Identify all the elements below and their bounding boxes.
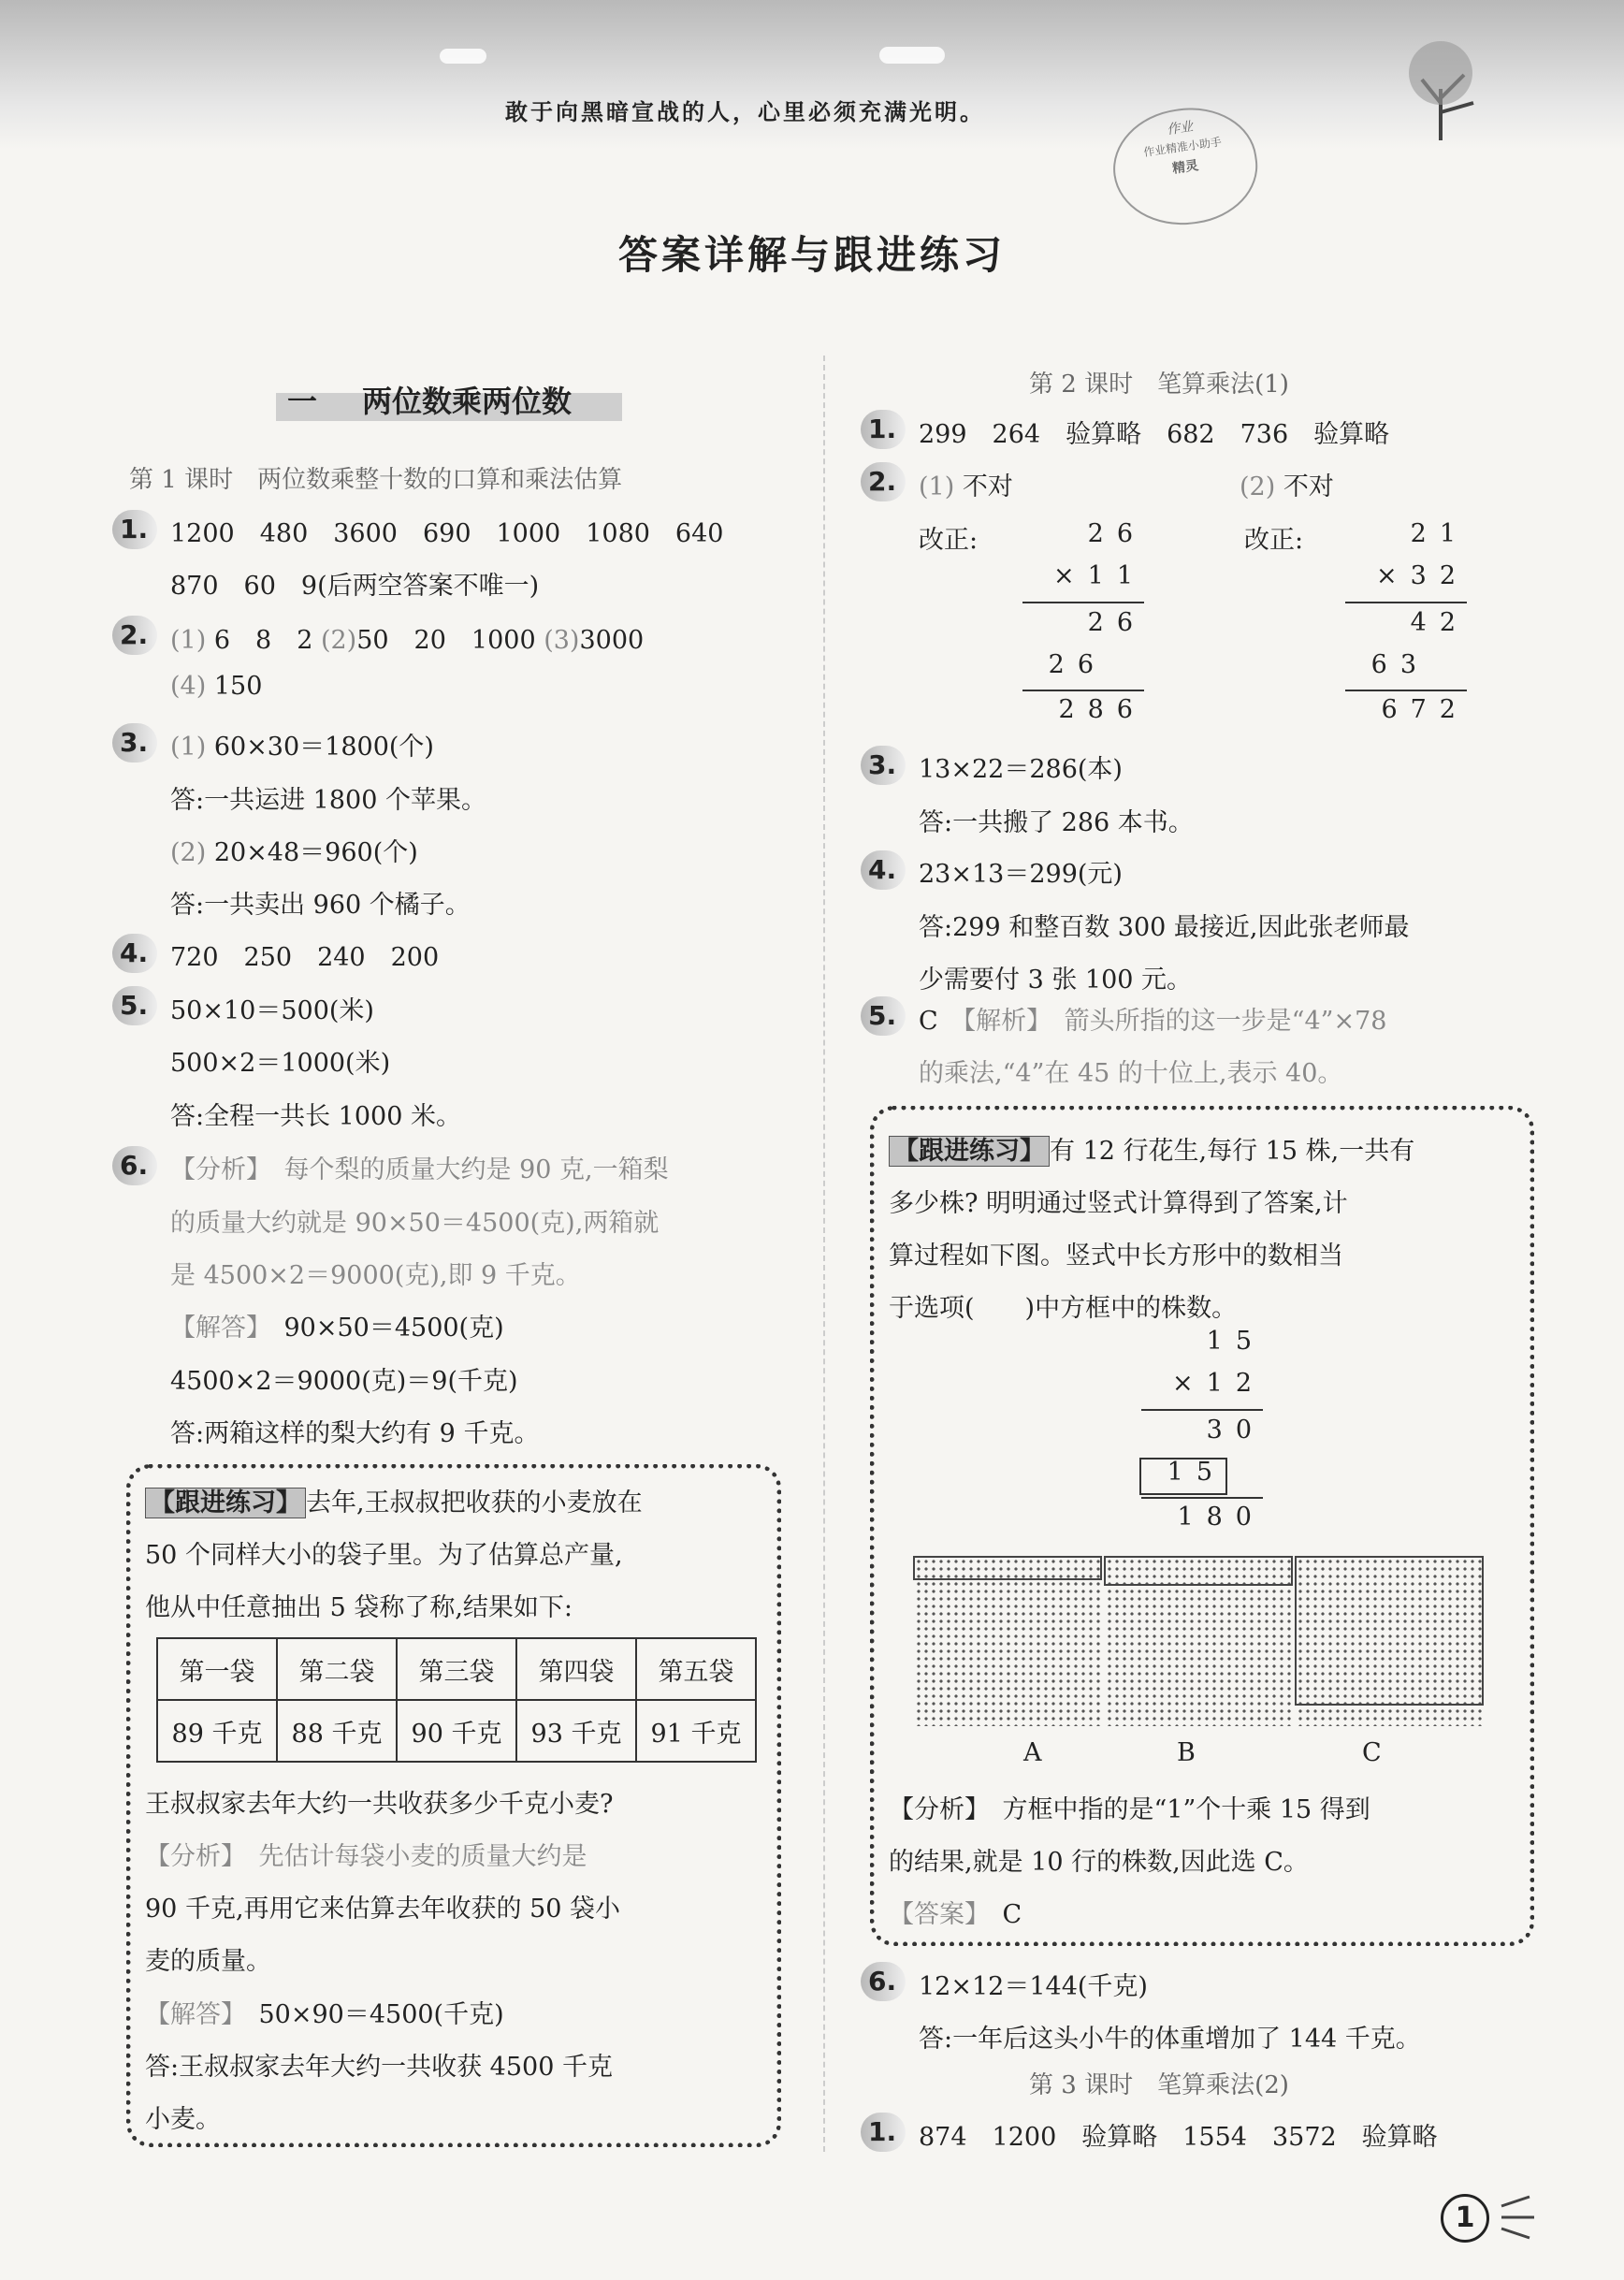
answer-line bbox=[170, 1307, 504, 1343]
analysis-line: 的乘法,“4”在 45 的十位上,表示 40。 bbox=[919, 1059, 1343, 1088]
follow-up-question: 王叔叔家去年大约一共收获多少千克小麦? bbox=[145, 1790, 614, 1819]
calc-row: 672 bbox=[1381, 695, 1469, 724]
calc-row: 30 bbox=[1206, 1416, 1265, 1445]
option-b-frame bbox=[1104, 1556, 1293, 1586]
table-header-cell: 第二袋 bbox=[277, 1638, 397, 1700]
page-number: 1 bbox=[1441, 2194, 1489, 2243]
question-number: 1. bbox=[112, 510, 157, 549]
sub-label: 【答案】 bbox=[889, 1900, 978, 1929]
calc-row: 26 bbox=[1087, 608, 1146, 637]
sub-label: (1) bbox=[170, 733, 207, 762]
follow-up-line: 多少株? 明明通过竖式计算得到了答案,计 bbox=[889, 1189, 1348, 1218]
answer-line: 答:王叔叔家去年大约一共收获 4500 千克 bbox=[145, 2053, 613, 2082]
question-number: 2. bbox=[112, 616, 157, 655]
sub-label: (1) bbox=[919, 472, 955, 501]
sub-answer: C bbox=[977, 1900, 1022, 1929]
answer-line: 12×12＝144(千克) bbox=[919, 1972, 1148, 2001]
analysis-line: 是 4500×2＝9000(克),即 9 千克。 bbox=[170, 1261, 581, 1290]
fix-label: 改正: bbox=[919, 526, 979, 555]
follow-up-line: 于选项( )中方框中的株数。 bbox=[889, 1294, 1238, 1323]
follow-up-line: 他从中任意抽出 5 袋称了称,结果如下: bbox=[145, 1593, 573, 1622]
table-header-row bbox=[157, 1638, 756, 1700]
dot-grid-a bbox=[915, 1558, 1100, 1726]
sub-label: 【解答】 bbox=[170, 1314, 259, 1343]
sub-label: (2) bbox=[320, 626, 357, 655]
calc-line bbox=[1022, 690, 1144, 691]
calc-row: 15 bbox=[1206, 1327, 1265, 1356]
table-cell: 91 千克 bbox=[636, 1700, 756, 1762]
answer-line bbox=[919, 1000, 1386, 1037]
question-number: 5. bbox=[861, 996, 906, 1036]
calc-row: 180 bbox=[1177, 1503, 1265, 1532]
page-title: 答案详解与跟进练习 bbox=[617, 232, 1006, 278]
stamp-line: 作业 bbox=[1166, 119, 1195, 138]
question-number: 6. bbox=[112, 1146, 157, 1185]
calc-row: ×11 bbox=[1053, 561, 1146, 590]
follow-up-text: 去年,王叔叔把收获的小麦放在 bbox=[306, 1489, 643, 1518]
sub-label: (2) bbox=[1240, 472, 1276, 501]
table-header-cell: 第五袋 bbox=[636, 1638, 756, 1700]
calc-row: 63 bbox=[1370, 650, 1429, 679]
column-divider bbox=[823, 356, 825, 2152]
follow-up-text: 有 12 行花生,每行 15 株,一共有 bbox=[1050, 1137, 1415, 1166]
table-header-cell: 第三袋 bbox=[397, 1638, 516, 1700]
sub-label: (4) bbox=[170, 672, 207, 701]
option-label: B bbox=[1177, 1738, 1196, 1767]
follow-up-tag: 【跟进练习】 bbox=[889, 1136, 1050, 1167]
follow-up-tag: 【跟进练习】 bbox=[145, 1488, 306, 1518]
option-label: C bbox=[1362, 1738, 1382, 1767]
analysis-line: 的结果,就是 10 行的株数,因此选 C。 bbox=[889, 1848, 1309, 1877]
answer-line: 299 264 验算略 682 736 验算略 bbox=[919, 420, 1390, 449]
calc-line bbox=[1345, 690, 1467, 691]
question-number: 5. bbox=[112, 986, 157, 1025]
answer-line bbox=[170, 726, 434, 762]
lesson-3-title: 第 3 课时 笔算乘法(2) bbox=[1029, 2071, 1289, 2099]
sub-answer: 20×48＝960(个) bbox=[206, 838, 418, 867]
sub-answer: 60×30＝1800(个) bbox=[206, 733, 434, 762]
analysis-line: 麦的质量。 bbox=[145, 1947, 271, 1976]
table-row bbox=[157, 1700, 756, 1762]
answer-line: 1200 480 3600 690 1000 1080 640 bbox=[170, 519, 724, 548]
unit-name: 两位数乘两位数 bbox=[362, 384, 573, 419]
question-number: 6. bbox=[861, 1962, 906, 2001]
sub-answer: 50 20 1000 bbox=[356, 626, 544, 655]
tree-icon bbox=[1385, 37, 1497, 140]
table-cell: 90 千克 bbox=[397, 1700, 516, 1762]
answer-line bbox=[170, 832, 418, 868]
question-number: 3. bbox=[112, 723, 157, 762]
sub-answer: 不对 bbox=[954, 472, 1013, 501]
option-c-frame bbox=[1295, 1556, 1484, 1706]
calc-line bbox=[1022, 602, 1144, 603]
sub-answer: C bbox=[919, 1007, 938, 1036]
answer-line: 720 250 240 200 bbox=[170, 943, 440, 972]
sub-answer: 150 bbox=[206, 672, 263, 701]
table-cell: 88 千克 bbox=[277, 1700, 397, 1762]
calc-row: 15 bbox=[1167, 1458, 1225, 1487]
answer-line bbox=[170, 672, 262, 701]
answer-line: 答:一年后这头小牛的体重增加了 144 千克。 bbox=[919, 2025, 1421, 2054]
calc-row: ×12 bbox=[1172, 1369, 1265, 1398]
cloud-decoration bbox=[879, 47, 945, 64]
sub-label: (3) bbox=[544, 626, 580, 655]
question-number: 2. bbox=[861, 462, 906, 501]
answer-line: 50×10＝500(米) bbox=[170, 996, 374, 1025]
follow-up-line: 50 个同样大小的袋子里。为了估算总产量, bbox=[145, 1541, 623, 1570]
answer-line: 500×2＝1000(米) bbox=[170, 1049, 391, 1078]
cloud-decoration bbox=[440, 49, 486, 64]
answer-line bbox=[1240, 466, 1334, 502]
unit-title bbox=[276, 374, 622, 421]
answer-line: 小麦。 bbox=[145, 2105, 221, 2134]
calc-row: 42 bbox=[1410, 608, 1469, 637]
answer-line: 答:一共运进 1800 个苹果。 bbox=[170, 786, 486, 815]
answer-line: 答:299 和整百数 300 最接近,因此张老师最 bbox=[919, 913, 1410, 942]
question-number: 1. bbox=[861, 2113, 906, 2152]
table-cell: 89 千克 bbox=[157, 1700, 277, 1762]
answer-line bbox=[170, 619, 644, 656]
table-header-cell: 第一袋 bbox=[157, 1638, 277, 1700]
stamp-line: 作业精准小助手 bbox=[1142, 135, 1223, 160]
motto-text: 敢于向黑暗宣战的人，心里必须充满光明。 bbox=[505, 98, 985, 125]
table-cell: 93 千克 bbox=[516, 1700, 636, 1762]
analysis-line: 的质量大约就是 90×50＝4500(克),两箱就 bbox=[170, 1209, 660, 1238]
table-header-cell: 第四袋 bbox=[516, 1638, 636, 1700]
question-number: 4. bbox=[112, 934, 157, 973]
sub-label: (2) bbox=[170, 838, 207, 867]
calc-row: 286 bbox=[1058, 695, 1146, 724]
follow-up-line: 算过程如下图。竖式中长方形中的数相当 bbox=[889, 1242, 1343, 1271]
calc-row: 26 bbox=[1087, 519, 1146, 548]
question-number: 4. bbox=[861, 850, 906, 890]
answer-line: 答:一共搬了 286 本书。 bbox=[919, 808, 1194, 837]
sub-label: 【解答】 bbox=[145, 2000, 234, 2029]
answer-line: 答:全程一共长 1000 米。 bbox=[170, 1102, 461, 1131]
answer-line: 4500×2＝9000(克)＝9(千克) bbox=[170, 1367, 518, 1396]
calc-row: 21 bbox=[1410, 519, 1469, 548]
answer-line: 23×13＝299(元) bbox=[919, 860, 1123, 889]
follow-up-line bbox=[889, 1130, 1414, 1167]
question-number: 3. bbox=[861, 746, 906, 785]
answer-line bbox=[145, 1994, 504, 2030]
fix-label: 改正: bbox=[1244, 526, 1304, 555]
sub-answer: 6 8 2 bbox=[206, 626, 321, 655]
analysis-text: 【解析】 箭头所指的这一步是“4”×78 bbox=[963, 1007, 1387, 1036]
calc-line bbox=[1141, 1409, 1263, 1411]
analysis-line: 【分析】 每个梨的质量大约是 90 克,一箱梨 bbox=[170, 1155, 669, 1184]
answer-line bbox=[919, 466, 1013, 502]
sub-label: (1) bbox=[170, 626, 207, 655]
header-banner bbox=[0, 0, 1624, 150]
vertical-calc-3 bbox=[1134, 1327, 1265, 1542]
option-a-frame bbox=[913, 1556, 1102, 1580]
analysis-line: 【分析】 方框中指的是“1”个十乘 15 得到 bbox=[889, 1795, 1370, 1824]
vertical-calc-2 bbox=[1338, 519, 1469, 734]
calc-row: ×32 bbox=[1376, 561, 1469, 590]
calc-line bbox=[1345, 602, 1467, 603]
sub-answer: 90×50＝4500(克) bbox=[258, 1314, 504, 1343]
lesson-1-title: 第 1 课时 两位数乘整十数的口算和乘法估算 bbox=[129, 466, 623, 494]
calc-line bbox=[1141, 1497, 1263, 1499]
calc-row: 26 bbox=[1048, 650, 1107, 679]
answer-line: 870 60 9(后两空答案不唯一) bbox=[170, 572, 540, 601]
unit-index: 一 bbox=[287, 384, 318, 419]
stamp-line: 精灵 bbox=[1171, 157, 1200, 177]
answer-line: 13×22＝286(本) bbox=[919, 755, 1123, 784]
vertical-calc-1 bbox=[1015, 519, 1146, 734]
follow-up-line bbox=[145, 1482, 643, 1518]
sub-answer: 3000 bbox=[579, 626, 645, 655]
lesson-2-title: 第 2 课时 笔算乘法(1) bbox=[1029, 370, 1289, 399]
analysis-line: 90 千克,再用它来估算去年收获的 50 袋小 bbox=[145, 1895, 621, 1924]
answer-line: 874 1200 验算略 1554 3572 验算略 bbox=[919, 2123, 1438, 2152]
wheat-bag-table bbox=[156, 1637, 757, 1763]
answer-line: 答:一共卖出 960 个橘子。 bbox=[170, 891, 471, 920]
answer-line bbox=[889, 1894, 1022, 1930]
page-number-decoration-icon bbox=[1497, 2189, 1544, 2245]
sub-answer: 50×90＝4500(千克) bbox=[233, 2000, 504, 2029]
analysis-line: 【分析】 先估计每袋小麦的质量大约是 bbox=[145, 1842, 587, 1871]
option-label: A bbox=[1023, 1738, 1042, 1767]
answer-line: 答:两箱这样的梨大约有 9 千克。 bbox=[170, 1419, 540, 1448]
question-number: 1. bbox=[861, 410, 906, 449]
sub-answer: 不对 bbox=[1275, 472, 1334, 501]
answer-line: 少需要付 3 张 100 元。 bbox=[919, 966, 1193, 995]
